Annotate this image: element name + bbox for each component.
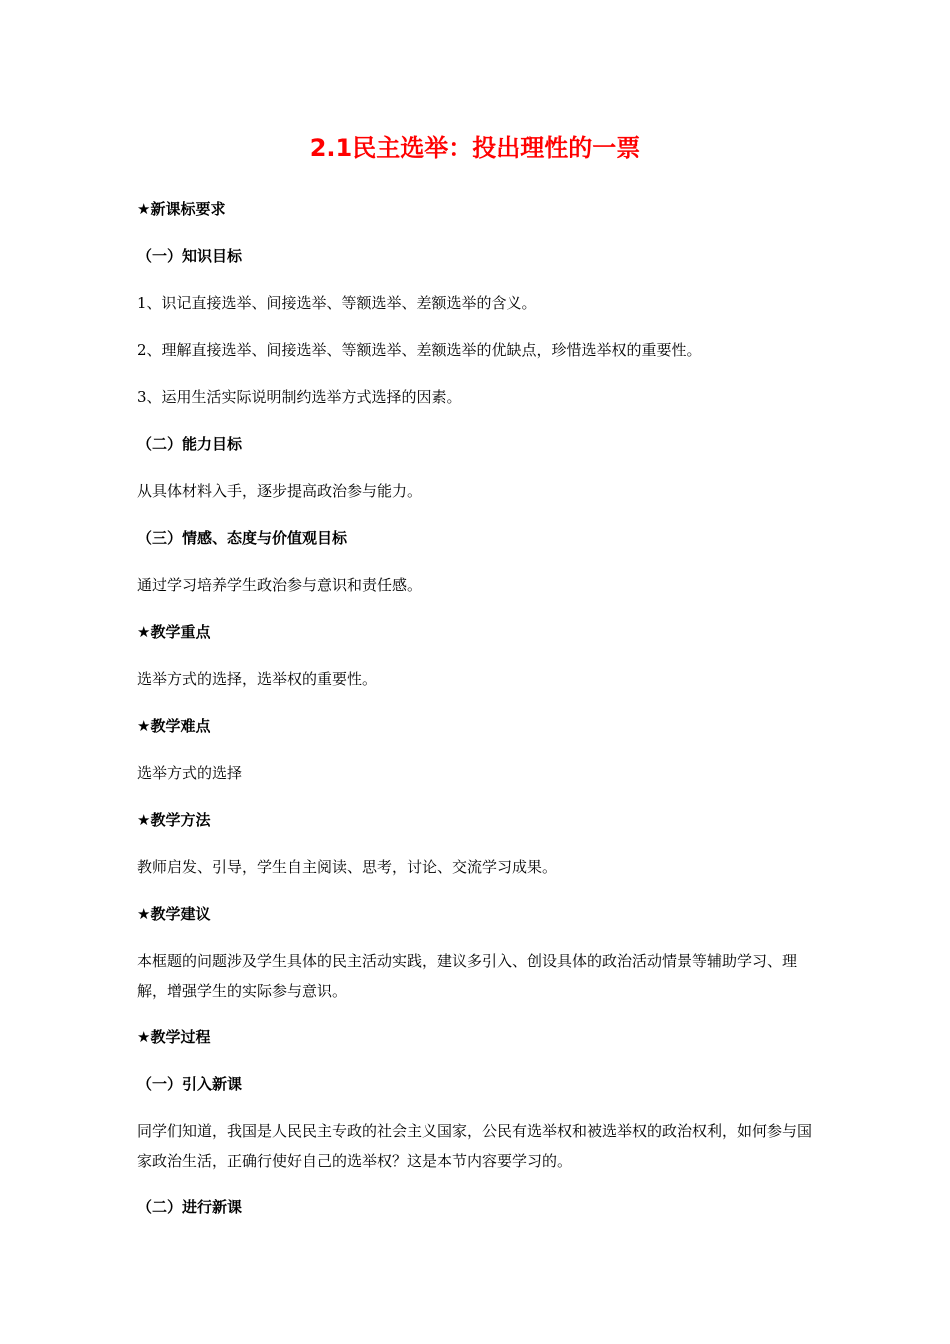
- subheading-ability-goals: （二）能力目标: [137, 435, 243, 453]
- document-body: [137, 196, 817, 1221]
- paragraph: 2、理解直接选举、间接选举、等额选举、差额选举的优缺点，珍惜选举权的重要性。: [137, 341, 702, 359]
- subheading-introduction: （一）引入新课: [137, 1075, 243, 1093]
- page-title: 2.1民主选举：投出理性的一票: [309, 134, 641, 162]
- paragraph: 1、识记直接选举、间接选举、等额选举、差额选举的含义。: [137, 294, 537, 312]
- paragraph: 教师启发、引导，学生自主阅读、思考，讨论、交流学习成果。: [137, 858, 558, 876]
- section-heading-difficulties: ★教学难点: [137, 717, 211, 735]
- paragraph: 3、运用生活实际说明制约选举方式选择的因素。: [137, 388, 462, 406]
- subheading-new-lesson: （二）进行新课: [137, 1198, 243, 1216]
- section-heading-process: ★教学过程: [137, 1028, 211, 1046]
- subheading-values-goals: （三）情感、态度与价值观目标: [137, 529, 348, 547]
- paragraph: 同学们知道，我国是人民民主专政的社会主义国家，公民有选举权和被选举权的政治权利，如何参与国家政治生活，正确行使好自己的选举权？这是本节内容要学习的。: [137, 1122, 813, 1170]
- section-heading-methods: ★教学方法: [137, 811, 211, 829]
- section-heading-key-points: ★教学重点: [137, 623, 211, 641]
- section-heading-suggestions: ★教学建议: [137, 905, 211, 923]
- subheading-knowledge-goals: （一）知识目标: [137, 247, 243, 265]
- paragraph: 本框题的问题涉及学生具体的民主活动实践，建议多引入、创设具体的政治活动情景等辅助学习、理解，增强学生的实际参与意识。: [137, 952, 798, 1000]
- paragraph: 通过学习培养学生政治参与意识和责任感。: [137, 576, 423, 594]
- paragraph: 选举方式的选择: [137, 764, 243, 782]
- paragraph: 从具体材料入手，逐步提高政治参与能力。: [137, 482, 423, 500]
- paragraph: 选举方式的选择，选举权的重要性。: [137, 670, 378, 688]
- section-heading-curriculum: ★新课标要求: [137, 200, 226, 218]
